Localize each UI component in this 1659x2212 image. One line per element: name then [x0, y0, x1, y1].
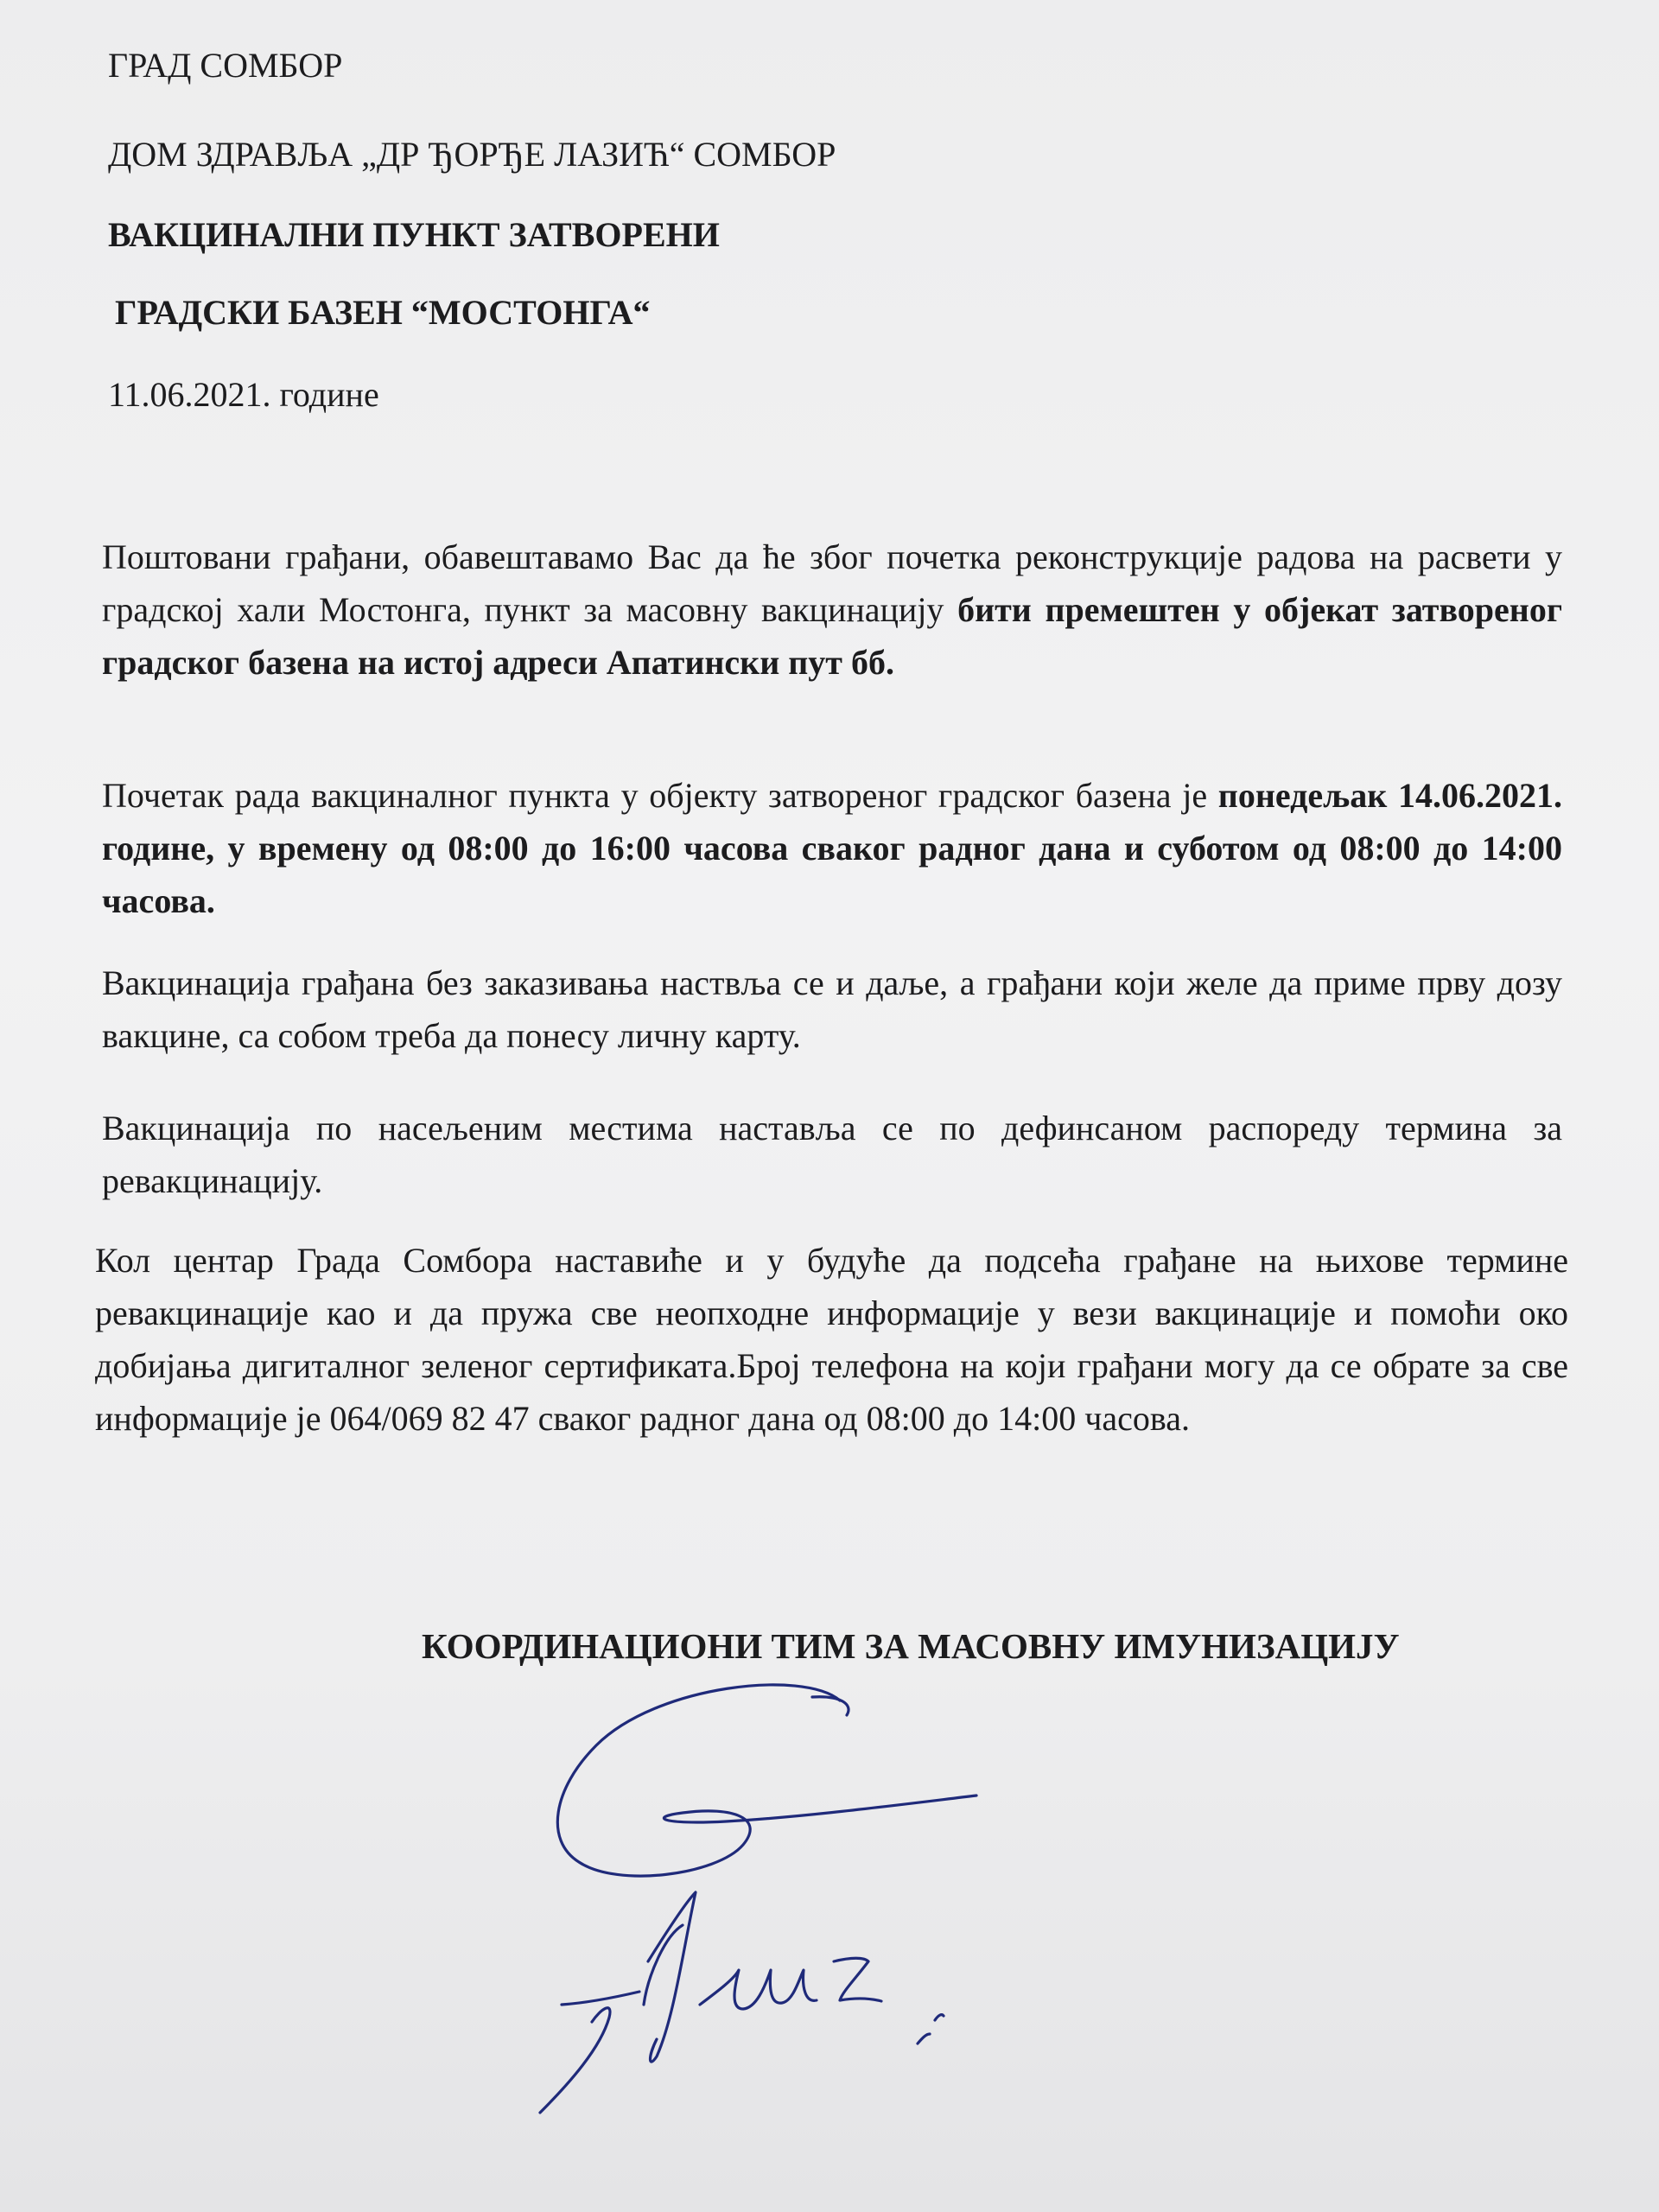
signatory-team: КООРДИНАЦИОНИ ТИМ ЗА МАСОВНУ ИМУНИЗАЦИЈУ: [422, 1626, 1400, 1666]
city-name: ГРАД СОМБОР: [108, 46, 343, 85]
paragraph-start-date: [102, 769, 1562, 927]
document-title-line-2: ГРАДСКИ БАЗЕН “МОСТОНГА“: [115, 293, 651, 332]
paragraph-relocation: [102, 531, 1562, 689]
paragraph-relocation-bold: бити премештен у објекат затвореног градског базена на истој адреси Апатински пут бб.: [102, 590, 1562, 682]
paragraph-start-date-text: Почетак рада вакциналног пункта у објекту затвореног градског базена је: [102, 776, 1218, 815]
paragraph-walk-in: Вакцинација грађана без заказивања наствља се и даље, а грађани који желе да приме прву дозу вакцине, са собом треба да понесу личну карту.: [102, 963, 1562, 1055]
paragraph-relocation-text: Поштовани грађани, обавештавамо Вас да ће због почетка реконструкције радова на расвети у градској хали Мостонга, пункт за масовну вакцинацију: [102, 537, 1562, 629]
handwritten-signature: [518, 1676, 1123, 2160]
document-date: 11.06.2021. године: [108, 375, 379, 414]
paragraph-settlements: Вакцинација по насељеним местима наставља се по дефинсаном распореду термина за ревакцинацију.: [102, 1109, 1562, 1200]
document-title-line-1: ВАКЦИНАЛНИ ПУНКТ ЗАТВОРЕНИ: [108, 215, 720, 254]
paragraph-call-center: Кол центар Града Сомбора наставиће и у будуће да подсећа грађане на њихове термине ревакцинације као и да пружа све неопходне информације у вези вакцинације и помоћи око добијања дигиталног зеленог сертификата.Број телефона на који грађани могу да се обрате за све информације је 064/069 82 47 сваког радног дана од 08:00 до 14:00 часова.: [95, 1241, 1568, 1438]
health-center-name: ДОМ ЗДРАВЉА „ДР ЂОРЂЕ ЛАЗИЋ“ СОМБОР: [108, 135, 836, 174]
paragraph-start-date-bold: понедељак 14.06.2021. године, у времену од 08:00 до 16:00 часова сваког радног дана и суботом од 08:00 до 14:00 часова.: [102, 776, 1563, 920]
